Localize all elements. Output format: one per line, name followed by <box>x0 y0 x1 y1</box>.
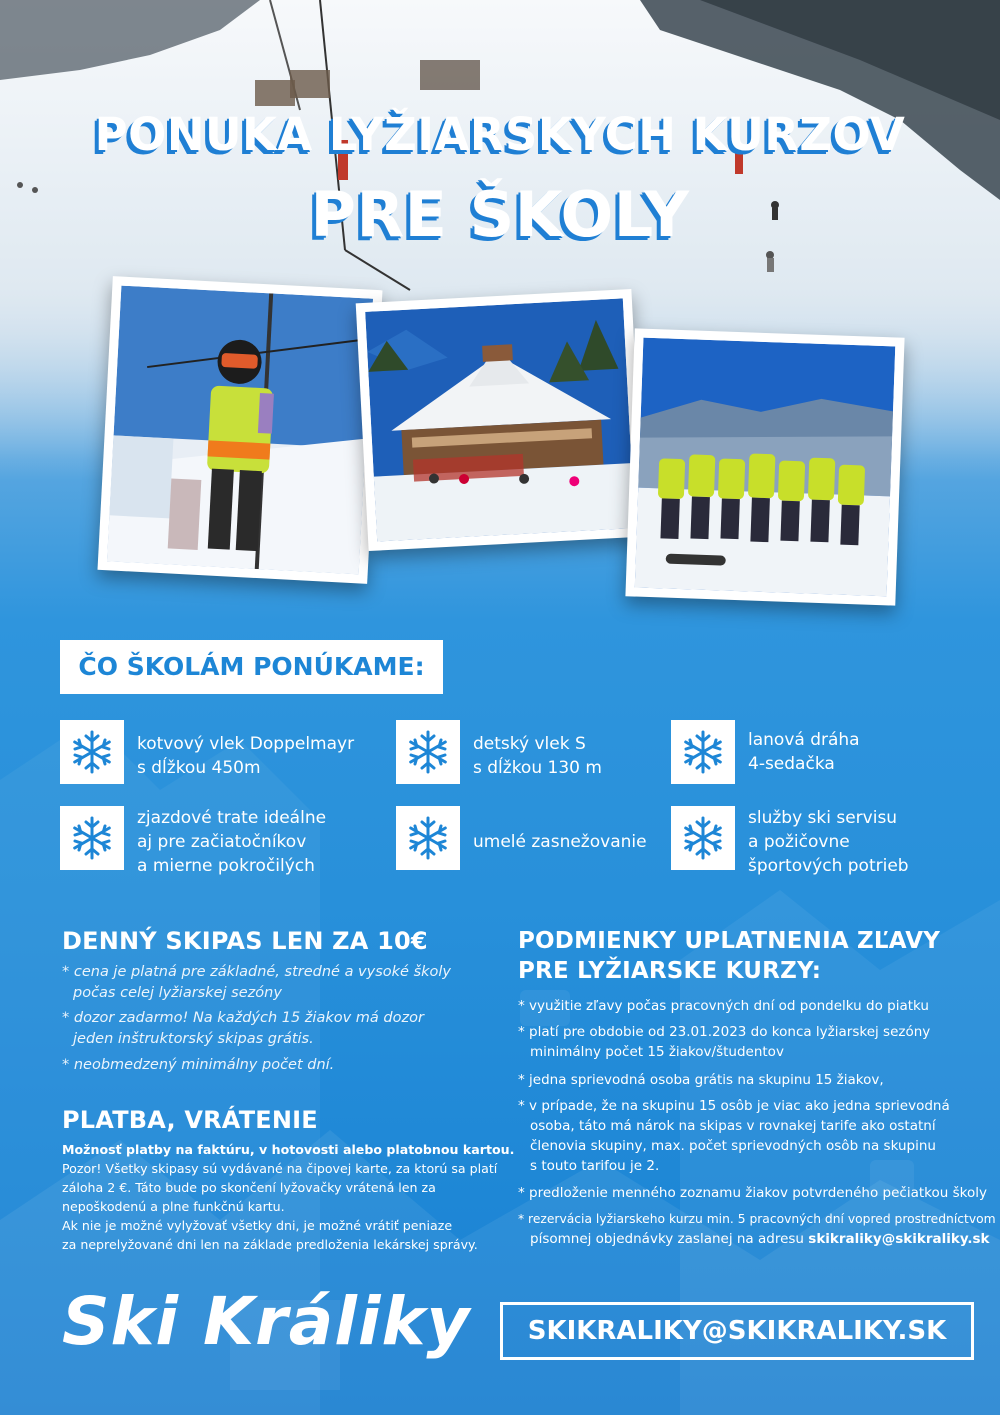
feature-line: umelé zasnežovanie <box>473 832 647 852</box>
offer-heading: ČO ŠKOLÁM PONÚKAME: <box>60 640 443 694</box>
condition-line: * jedna sprievodná osoba grátis na skupinu 15 žiakov, <box>518 1072 884 1088</box>
main-title-line1: PONUKA LYŽIARSKYCH KURZOV <box>94 108 906 161</box>
feature-line: kotvový vlek Doppelmayr <box>137 734 355 754</box>
condition-item-reservation <box>518 1209 996 1249</box>
ski-kraliky-logo: Ski Králiky <box>62 1283 471 1360</box>
snowflake-icon <box>60 720 124 784</box>
conditions-heading-line: PODMIENKY UPLATNENIA ZĽAVY <box>518 928 941 954</box>
feature-text-slopes <box>137 806 326 878</box>
condition-line <box>518 1229 996 1249</box>
condition-item <box>518 1070 884 1090</box>
conditions-heading <box>518 926 940 986</box>
payment-line: nepoškodenú a plne funkčnú kartu. <box>62 1199 285 1214</box>
feature-line: s dĺžkou 130 m <box>473 758 602 778</box>
photo-child-on-lift <box>97 276 382 584</box>
snowflake-icon <box>671 720 735 784</box>
condition-line: členovia skupiny, max. počet sprievodných osôb na skupinu <box>530 1138 936 1154</box>
skipass-heading: DENNÝ SKIPAS LEN ZA 10€ <box>62 927 428 955</box>
contact-email-box[interactable]: SKIKRALIKY@SKIKRALIKY.SK <box>500 1302 974 1360</box>
condition-line: * v prípade, že na skupinu 15 osôb je viac ako jedna sprievodná <box>518 1098 950 1114</box>
condition-line: osoba, táto má nárok na skipas v rovnakej tarife ako ostatní <box>530 1118 936 1134</box>
feature-line: lanová dráha <box>748 730 860 750</box>
feature-line: služby ski servisu <box>748 808 898 828</box>
payment-text <box>62 1159 497 1254</box>
feature-line: s dĺžkou 450m <box>137 758 261 778</box>
conditions-heading-line: PRE LYŽIARSKE KURZY: <box>518 958 822 984</box>
note-line: * cena je platná pre základné, stredné a vysoké školy <box>62 964 452 980</box>
payment-line: záloha 2 €. Táto bude po skončení lyžovačky vrátená len za <box>62 1180 436 1195</box>
note-line: * dozor zadarmo! Na každých 15 žiakov má dozor <box>62 1010 424 1026</box>
condition-line: * platí pre obdobie od 23.01.2023 do konca lyžiarskej sezóny <box>518 1024 931 1040</box>
note-line: počas celej lyžiarskej sezóny <box>73 985 282 1001</box>
payment-bold-line: Možnosť platby na faktúru, v hotovosti alebo platobnou kartou. <box>62 1142 515 1157</box>
condition-line: s touto tarifou je 2. <box>530 1158 660 1174</box>
photo-group-summit <box>625 328 904 605</box>
note-line: jeden inštruktorský skipas grátis. <box>73 1031 314 1047</box>
feature-line: zjazdové trate ideálne <box>137 808 327 828</box>
feature-line: športových potrieb <box>748 856 909 876</box>
condition-line: minimálny počet 15 žiakov/študentov <box>530 1044 784 1060</box>
mountain-chalet-image <box>365 298 635 541</box>
group-summit-image <box>635 338 896 597</box>
feature-text-snowmaking <box>473 830 647 854</box>
condition-text: písomnej objednávky zaslanej na adresu <box>530 1231 809 1247</box>
condition-line: * rezervácia lyžiarskeho kurzu min. 5 pracovných dní vopred prostredníctvom <box>518 1212 996 1226</box>
payment-line: za neprelyžované dni len na základe predloženia lekárskej správy. <box>62 1237 478 1252</box>
feature-text-tbar-lift <box>137 732 354 780</box>
condition-item <box>518 1183 987 1203</box>
skipass-note <box>62 1055 334 1076</box>
condition-email-link[interactable]: skikraliky@skikraliky.sk <box>808 1231 990 1247</box>
condition-item <box>518 1096 950 1176</box>
snowflake-icon <box>396 720 460 784</box>
snowflake-icon <box>396 806 460 870</box>
feature-line: detský vlek S <box>473 734 586 754</box>
condition-line: * predloženie menného zoznamu žiakov potvrdeného pečiatkou školy <box>518 1185 987 1201</box>
feature-text-kids-lift <box>473 732 602 780</box>
condition-item <box>518 996 929 1016</box>
feature-line: aj pre začiatočníkov <box>137 832 307 852</box>
feature-text-chairlift <box>748 728 860 776</box>
payment-line: Pozor! Všetky skipasy sú vydávané na čipovej karte, za ktorú sa platí <box>62 1161 498 1176</box>
snowflake-icon <box>671 806 735 870</box>
feature-text-ski-service <box>748 806 909 878</box>
feature-line: a požičovne <box>748 832 850 852</box>
snowflake-icon <box>60 806 124 870</box>
condition-line: * využitie zľavy počas pracovných dní od pondelku do piatku <box>518 998 929 1014</box>
note-line: * neobmedzený minimálny počet dní. <box>62 1057 335 1073</box>
skipass-note <box>62 962 451 1004</box>
payment-heading: PLATBA, VRÁTENIE <box>62 1106 318 1134</box>
feature-line: 4-sedačka <box>748 754 835 774</box>
payment-line: Ak nie je možné vylyžovať všetky dni, je možné vrátiť peniaze <box>62 1218 453 1233</box>
feature-line: a mierne pokročilých <box>137 856 315 876</box>
child-on-lift-image <box>107 286 373 575</box>
photo-mountain-chalet <box>356 289 645 551</box>
skipass-note <box>62 1008 424 1050</box>
main-title-line2: PRE ŠKOLY <box>310 178 690 251</box>
condition-item <box>518 1022 930 1062</box>
